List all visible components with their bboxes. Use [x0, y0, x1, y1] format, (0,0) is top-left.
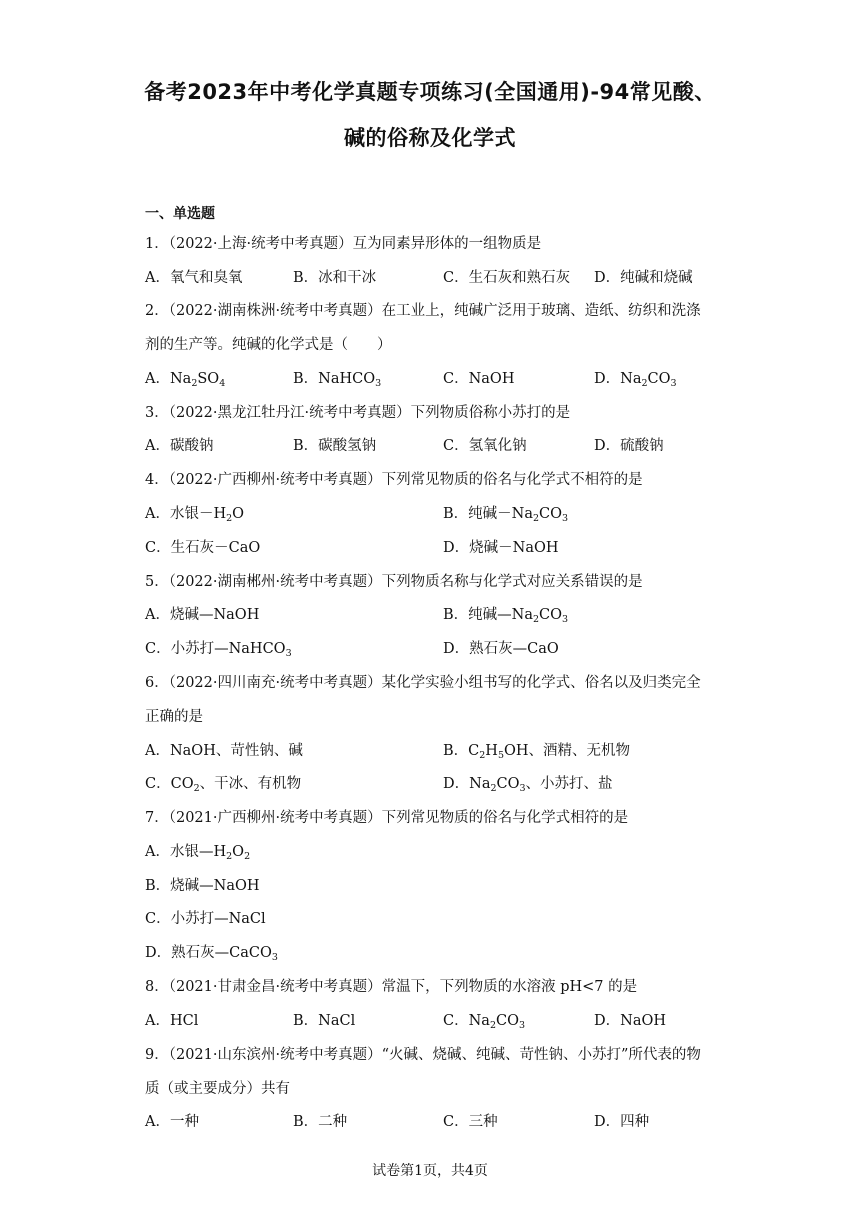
question-stem: 2．（2022·湖南株洲·统考中考真题）在工业上，纯碱广泛用于玻璃、造纸、纺织和洗涤: [145, 303, 701, 319]
section-heading: 一、单选题: [145, 206, 215, 222]
option-d: D．$Na_2CO_3$、小苏打、盐: [443, 776, 613, 794]
option-d: D．熟石灰—CaO: [443, 641, 559, 657]
question-stem: 9．（2021·山东滨州·统考中考真题）“火碱、烧碱、纯碱、苛性钠、小苏打”所代表的物: [145, 1047, 701, 1063]
option-c: C．氢氧化钠: [443, 438, 527, 454]
page-title-line-2: 碱的俗称及化学式: [344, 126, 516, 150]
question-stem: 正确的是: [145, 709, 203, 725]
option-a: A．一种: [145, 1114, 199, 1130]
option-d: D．纯碱和烧碱: [594, 270, 693, 286]
option-a: A．碳酸钠: [145, 438, 214, 454]
option-d: D．$Na_2CO_3$: [594, 371, 677, 389]
page-title-line-1: 备考2023年中考化学真题专项练习(全国通用)-94常见酸、: [144, 80, 716, 104]
question-stem: 8．（2021·甘肃金昌·统考中考真题）常温下，下列物质的水溶液 pH<7 的是: [145, 979, 638, 995]
option-c: C．$Na_2CO_3$: [443, 1013, 526, 1031]
option-a: A．NaOH、苛性钠、碱: [145, 743, 303, 759]
option-c: C．小苏打—NaCl: [145, 911, 266, 927]
question-stem: 5．（2022·湖南郴州·统考中考真题）下列物质名称与化学式对应关系错误的是: [145, 574, 643, 590]
option-d: D．硫酸钠: [594, 438, 664, 454]
option-a: A．$Na_2SO_4$: [145, 371, 226, 389]
question-stem: 4．（2022·广西柳州·统考中考真题）下列常见物质的俗名与化学式不相符的是: [145, 472, 643, 488]
option-c: C．生石灰－CaO: [145, 540, 261, 556]
option-a: A．水银$—H_2O_2$: [145, 844, 251, 862]
option-b: B．纯碱$-Na_2CO_3$: [443, 506, 569, 524]
option-c: C．三种: [443, 1114, 498, 1130]
option-a: A．氧气和臭氧: [145, 270, 243, 286]
option-a: A．水银$-H_2O$: [145, 506, 245, 524]
option-c: C．小苏打—NaHCO$_3$: [145, 641, 292, 659]
question-stem: 质（或主要成分）共有: [145, 1081, 290, 1097]
option-d: D．烧碱－NaOH: [443, 540, 559, 556]
option-d: D．四种: [594, 1114, 650, 1130]
option-d: D．NaOH: [594, 1013, 666, 1029]
question-stem: 7．（2021·广西柳州·统考中考真题）下列常见物质的俗名与化学式相符的是: [145, 810, 629, 826]
option-b: B．碳酸氢钠: [293, 438, 377, 454]
option-b: B．$C_2H_5OH$、酒精、无机物: [443, 743, 631, 761]
page-footer: 试卷第1页，共4页: [372, 1163, 488, 1179]
option-a: A．烧碱—NaOH: [145, 607, 260, 623]
question-stem: 1．（2022·上海·统考中考真题）互为同素异形体的一组物质是: [145, 236, 542, 252]
option-b: B．烧碱—NaOH: [145, 878, 260, 894]
option-c: C．生石灰和熟石灰: [443, 270, 571, 286]
question-stem: 6．（2022·四川南充·统考中考真题）某化学实验小组书写的化学式、俗名以及归类完全: [145, 675, 701, 691]
option-b: B．纯碱$—Na_2CO_3$: [443, 607, 569, 625]
option-b: B．NaHCO$_3$: [293, 371, 382, 389]
option-b: B．NaCl: [293, 1013, 356, 1029]
option-c: C．$CO_2$、干冰、有机物: [145, 776, 302, 794]
option-b: B．二种: [293, 1114, 348, 1130]
question-stem: 剂的生产等。纯碱的化学式是（ ）: [145, 337, 392, 353]
option-a: A．HCl: [145, 1013, 199, 1029]
option-d: D．熟石灰—CaCO$_3$: [145, 945, 278, 963]
question-stem: 3．（2022·黑龙江牡丹江·统考中考真题）下列物质俗称小苏打的是: [145, 405, 571, 421]
option-b: B．冰和干冰: [293, 270, 377, 286]
option-c: C．NaOH: [443, 371, 515, 387]
